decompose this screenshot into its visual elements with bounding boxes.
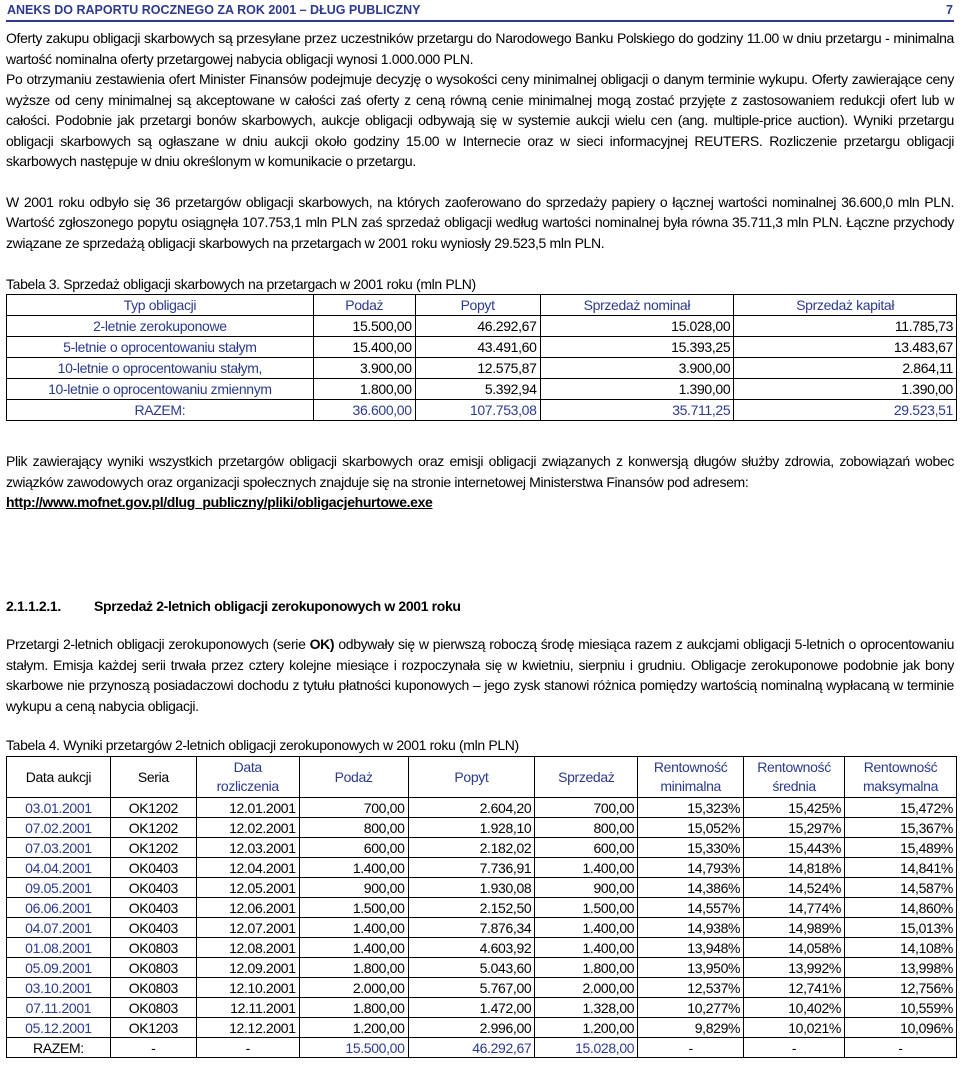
table4-cell: 1.400,00 [535,918,638,938]
table4-header-cell [408,757,535,798]
table3-value-cell: 43.491,60 [415,337,540,358]
table4-row [7,1018,957,1038]
table4-cell: 2.996,00 [408,1018,535,1038]
table3-header-cell: Sprzedaż kapitał [734,295,957,316]
table4-cell: OK0803 [110,998,196,1018]
header-line-1: Seria [137,768,169,785]
table3-value-cell: 36.600,00 [313,400,415,421]
header-line-2: maksymalna [862,778,939,794]
table3-header-cell: Popyt [415,295,540,316]
table4-header-cell [535,757,638,798]
table4-cell: 1.400,00 [299,918,408,938]
table4-cell: 2.182,02 [408,838,535,858]
page-header [6,0,954,22]
table4-cell: - [638,1038,744,1058]
table4-cell: 10,277% [638,998,744,1018]
header-line-2: minimalna [660,778,721,794]
table4-cell: 14,841% [845,858,957,878]
table4-cell: 12.04.2001 [196,858,299,878]
table4-cell: 1.472,00 [408,998,535,1018]
p5-text-end: odbywały się w pierwszą roboczą środę miesiąca razem z aukcjami obligacji 5-letnich o oprocentowaniu stałym. Emisja każdej serii trwała przez cztery kolejne miesiące i rozpoczynała się w kwietniu, sierpniu i grudniu. Obligacje zerokuponowe podobnie jak bony skarbowe nie przynoszą posiadaczowi dochodu z tytułu płatności kuponowych – jego zysk stanowi różnica pomiędzy wartością nominalną wypłacaną w terminie wykupu a ceną nabycia obligacji. [6,636,955,714]
table3-value-cell: 1.800,00 [313,379,415,400]
table-4 [6,756,957,1058]
table4-cell: OK0403 [110,878,196,898]
table4-cell: 5.767,00 [408,978,535,998]
table4-row [7,858,957,878]
table3-header-cell: Sprzedaż nominał [540,295,734,316]
table4-cell: 15,052% [638,818,744,838]
table4-header-cell [299,757,408,798]
table4-header-cell [845,757,957,798]
table4-cell: 03.10.2001 [7,978,111,998]
table4-header-row [7,757,957,798]
table4-caption: Tabela 4. Wyniki przetargów 2-letnich obligacji zerokuponowych w 2001 roku (mln PLN) [6,737,519,753]
table4-cell: 12,537% [638,978,744,998]
table3-value-cell: 3.900,00 [540,358,734,379]
table4-row [7,958,957,978]
table4-cell: 15,330% [638,838,744,858]
table4-cell: 12.12.2001 [196,1018,299,1038]
results-file-link[interactable]: http://www.mofnet.gov.pl/dlug_publiczny/pliki/obligacjehurtowe.exe [6,494,433,510]
table4-cell: 900,00 [299,878,408,898]
table3-value-cell: 11.785,73 [734,316,957,337]
table3-row [7,316,957,337]
p5-text-start: Przetargi 2-letnich obligacji zerokuponowych (serie [6,636,310,652]
table4-cell: 14,058% [744,938,845,958]
table4-row [7,878,957,898]
header-line-1: Popyt [454,768,489,785]
table3-value-cell: 29.523,51 [734,400,957,421]
table4-cell: 14,386% [638,878,744,898]
header-line-1: Sprzedaż [558,768,615,785]
report-page [6,0,954,1058]
table4-cell: 05.09.2001 [7,958,111,978]
table4-cell: 600,00 [299,838,408,858]
table4-cell: - [196,1038,299,1058]
table4-cell: 04.07.2001 [7,918,111,938]
table4-cell: OK0803 [110,938,196,958]
table3-value-cell: 15.393,25 [540,337,734,358]
table4-cell: 1.500,00 [299,898,408,918]
table4-header-cell [638,757,744,798]
table3-type-cell: 10-letnie o oprocentowaniu zmiennym [7,379,314,400]
table4-cell: 2.152,50 [408,898,535,918]
table4-cell: 13,992% [744,958,845,978]
table4-cell: 12.07.2001 [196,918,299,938]
table4-cell: 10,559% [845,998,957,1018]
table4-cell: 06.06.2001 [7,898,111,918]
section-title: Sprzedaż 2-letnich obligacji zerokuponowych w 2001 roku [94,598,461,614]
table4-cell: 10,021% [744,1018,845,1038]
table4-cell: 12.01.2001 [196,798,299,818]
table4-cell: 2.000,00 [299,978,408,998]
table4-cell: OK1202 [110,818,196,838]
table4-cell: 700,00 [535,798,638,818]
link-row [6,492,954,512]
table4-cell: 12.10.2001 [196,978,299,998]
table4-cell: 15.028,00 [535,1038,638,1058]
table4-cell: 700,00 [299,798,408,818]
table4-row [7,798,957,818]
paragraph-summary-2001: W 2001 roku odbyło się 36 przetargów obligacji skarbowych, na których zaoferowano do sprzedaży papiery o łącznej wartości nominalnej 36.600,0 mln PLN. Wartość zgłoszonego popytu osiągnęła 107.753,1 mln PLN zaś sprzedaż obligacji według wartości nominalnej była równa 35.711,3 mln PLN. Łączne przychody związane ze sprzedażą obligacji skarbowych na przetargach w 2001 roku wyniosły 29.523,5 mln PLN. [6,193,954,251]
table4-cell: 09.05.2001 [7,878,111,898]
table3-row [7,337,957,358]
table4-cell: 1.930,08 [408,878,535,898]
table4-row [7,998,957,1018]
table3-value-cell: 1.390,00 [540,379,734,400]
table4-cell: 07.11.2001 [7,998,111,1018]
table4-cell: 1.800,00 [299,998,408,1018]
table3-value-cell: 1.390,00 [734,379,957,400]
table3-value-cell: 15.400,00 [313,337,415,358]
table4-cell: OK0803 [110,958,196,978]
table3-header-cell: Podaż [313,295,415,316]
table4-cell: 07.03.2001 [7,838,111,858]
table3-header-cell: Typ obligacji [7,295,314,316]
table4-cell: 46.292,67 [408,1038,535,1058]
table4-cell: 1.928,10 [408,818,535,838]
table4-cell: 15.500,00 [299,1038,408,1058]
table3-value-cell: 13.483,67 [734,337,957,358]
table4-row [7,818,957,838]
table4-row [7,898,957,918]
table4-cell: 03.01.2001 [7,798,111,818]
table4-cell: 4.603,92 [408,938,535,958]
table4-cell: 14,793% [638,858,744,878]
table4-cell: 15,323% [638,798,744,818]
table4-header-cell [7,757,111,798]
table4-cell: 15,489% [845,838,957,858]
table4-cell: 12.02.2001 [196,818,299,838]
table4-cell: 2.000,00 [535,978,638,998]
table4-header-cell [744,757,845,798]
table4-cell: RAZEM: [7,1038,111,1058]
header-line-1: Rentowność [757,759,831,775]
table4-cell: OK1202 [110,838,196,858]
table3-value-cell: 46.292,67 [415,316,540,337]
table4-cell: 1.800,00 [299,958,408,978]
table4-cell: 12.11.2001 [196,998,299,1018]
table4-cell: 15,443% [744,838,845,858]
table3-value-cell: 107.753,08 [415,400,540,421]
table4-cell: 15,013% [845,918,957,938]
header-line-1: Rentowność [863,759,938,775]
header-line-1: Podaż [334,768,373,785]
table4-cell: 13,998% [845,958,957,978]
table4-row [7,938,957,958]
header-line-2: rozliczenia [216,778,279,794]
table4-row [7,978,957,998]
table4-cell: 14,860% [845,898,957,918]
table4-cell: OK0403 [110,898,196,918]
table4-cell: 15,297% [744,818,845,838]
table4-total-row [7,1038,957,1058]
table4-cell: 13,948% [638,938,744,958]
table4-cell: - [110,1038,196,1058]
table3-header-row [7,295,957,316]
table4-cell: 12.06.2001 [196,898,299,918]
table4-cell: 14,989% [744,918,845,938]
table4-cell: - [744,1038,845,1058]
table4-cell: OK1202 [110,798,196,818]
table3-total-row [7,400,957,421]
p5-bold-series: OK) [309,636,335,652]
page-number: 7 [946,3,953,17]
table4-cell: 05.12.2001 [7,1018,111,1038]
table4-cell: 14,587% [845,878,957,898]
table4-cell: 600,00 [535,838,638,858]
table4-cell: 1.200,00 [535,1018,638,1038]
table4-cell: 14,774% [744,898,845,918]
table4-cell: OK0403 [110,918,196,938]
section-number: 2.1.1.2.1. [6,598,61,614]
table3-value-cell: 15.028,00 [540,316,734,337]
header-title: ANEKS DO RAPORTU ROCZNEGO ZA ROK 2001 – DŁUG PUBLICZNY [7,3,421,17]
table4-cell: 12.03.2001 [196,838,299,858]
table3-caption: Tabela 3. Sprzedaż obligacji skarbowych na przetargach w 2001 roku (mln PLN) [6,276,476,292]
paragraph-decision: Po otrzymaniu zestawienia ofert Minister Finansów podejmuje decyzję o wysokości ceny minimalnej obligacji o danym terminie wykupu. Oferty zawierające ceny wyższe od ceny minimalnej są akceptowane w całości zaś oferty z ceną równą cenie minimalnej mogą zostać przyjęte z zastosowaniem redukcji ofert lub w całości. Podobnie jak przetargi bonów skarbowych, aukcje obligacji odbywają się w systemie aukcji wielu cen (ang. multiple-price auction). Wyniki przetargu obligacji skarbowych są ogłaszane w dniu aukcji około godziny 15.00 w Internecie oraz w sieci informacyjnej REUTERS. Rozliczenie przetargu obligacji skarbowych następuje w dniu określonym w komunikacie o przetargu. [6,71,954,169]
table4-cell: OK0803 [110,978,196,998]
table4-cell: 14,108% [845,938,957,958]
table3-type-cell: 5-letnie o oprocentowaniu stałym [7,337,314,358]
table3-type-cell: 2-letnie zerokuponowe [7,316,314,337]
paragraph-ok-series [6,634,954,716]
header-line-1: Data aukcji [25,768,92,785]
table-3 [6,294,957,421]
table3-value-cell: 15.500,00 [313,316,415,337]
table4-cell: OK0403 [110,858,196,878]
table4-cell: 15,425% [744,798,845,818]
table4-cell: 14,524% [744,878,845,898]
table4-cell: 04.04.2001 [7,858,111,878]
table4-cell: 1.200,00 [299,1018,408,1038]
table4-cell: 14,938% [638,918,744,938]
table4-cell: 1.800,00 [535,958,638,978]
table4-cell: 2.604,20 [408,798,535,818]
table4-cell: 12.08.2001 [196,938,299,958]
table3-row [7,379,957,400]
table4-header-cell [196,757,299,798]
table4-row [7,918,957,938]
table4-cell: 14,818% [744,858,845,878]
table4-cell: 5.043,60 [408,958,535,978]
paragraph-file-info: Plik zawierający wyniki wszystkich przetargów obligacji skarbowych oraz emisji obligacji związanych z konwersją długów służby zdrowia, zobowiązań wobec związków zawodowych oraz organizacji społecznych znajduje się na stronie internetowej Ministerstwa Finansów pod adresem: [6,453,954,490]
table4-cell: 900,00 [535,878,638,898]
table4-cell: - [845,1038,957,1058]
table4-cell: 07.02.2001 [7,818,111,838]
table4-cell: 12,741% [744,978,845,998]
table4-cell: 1.400,00 [535,938,638,958]
header-line-1: Data [233,759,262,775]
table3-value-cell: 12.575,87 [415,358,540,379]
table4-cell: 1.400,00 [299,858,408,878]
table4-cell: OK1203 [110,1018,196,1038]
table3-row [7,358,957,379]
table4-cell: 13,950% [638,958,744,978]
table3-value-cell: 2.864,11 [734,358,957,379]
table3-type-cell: 10-letnie o oprocentowaniu stałym, [7,358,314,379]
table4-row [7,838,957,858]
header-line-2: średnia [772,778,816,794]
table3-value-cell: 35.711,25 [540,400,734,421]
table3-type-cell: RAZEM: [7,400,314,421]
table4-cell: 10,096% [845,1018,957,1038]
table4-cell: 1.400,00 [299,938,408,958]
table4-cell: 12,756% [845,978,957,998]
table4-header-cell [110,757,196,798]
table4-cell: 12.09.2001 [196,958,299,978]
section-heading [6,598,954,614]
table4-cell: 14,557% [638,898,744,918]
table4-cell: 800,00 [299,818,408,838]
table4-cell: 1.500,00 [535,898,638,918]
table4-cell: 15,367% [845,818,957,838]
table4-cell: 7.736,91 [408,858,535,878]
table4-cell: 7.876,34 [408,918,535,938]
table3-value-cell: 3.900,00 [313,358,415,379]
table4-cell: 9,829% [638,1018,744,1038]
paragraph-offers: Oferty zakupu obligacji skarbowych są przesyłane przez uczestników przetargu do Narodowego Banku Polskiego do godziny 11.00 w dniu przetargu - minimalna wartość nominalna oferty przetargowej nabycia obligacji wynosi 1.000.000 PLN. [6,30,954,67]
table4-cell: 1.328,00 [535,998,638,1018]
header-line-1: Rentowność [653,759,728,775]
table4-cell: 15,472% [845,798,957,818]
table4-cell: 12.05.2001 [196,878,299,898]
table4-cell: 800,00 [535,818,638,838]
table3-value-cell: 5.392,94 [415,379,540,400]
table4-cell: 01.08.2001 [7,938,111,958]
table4-cell: 10,402% [744,998,845,1018]
table4-cell: 1.400,00 [535,858,638,878]
